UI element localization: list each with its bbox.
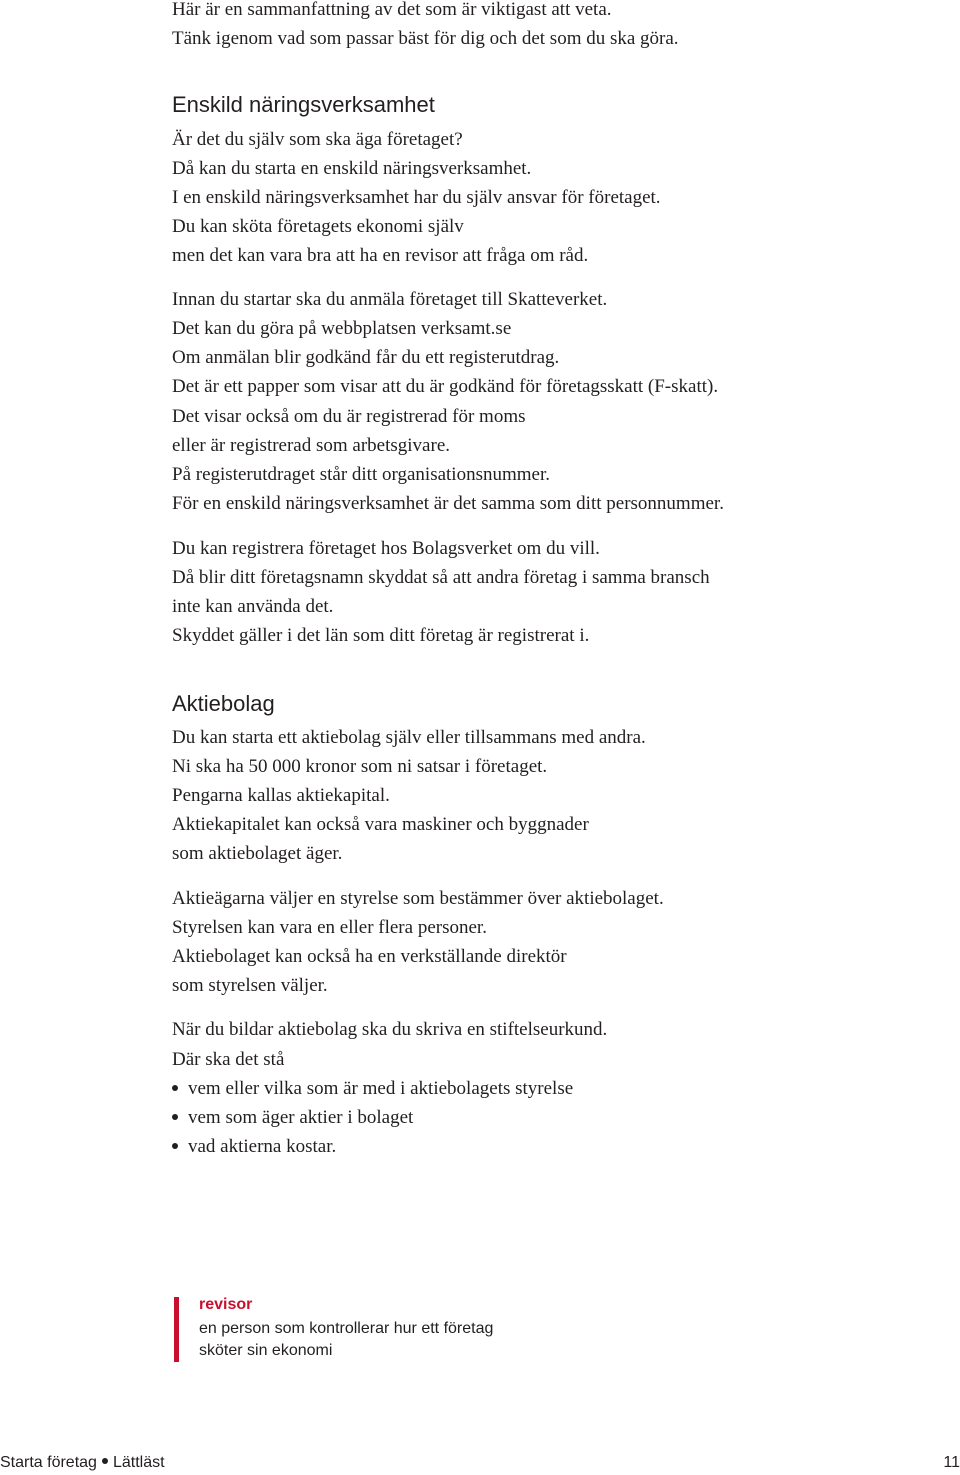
glossary-accent-bar: [174, 1297, 179, 1362]
list-item: [172, 1077, 573, 1101]
enskild-p2-line: Om anmälan blir godkänd får du ett registerutdrag.: [172, 347, 560, 368]
aktiebolag-p3-line: Där ska det stå: [172, 1049, 285, 1070]
section-heading-aktiebolag: Aktiebolag: [172, 691, 275, 716]
list-item-text: vad aktierna kostar.: [188, 1136, 337, 1157]
enskild-p1-line: I en enskild näringsverksamhet har du själv ansvar för företaget.: [172, 187, 661, 208]
enskild-p1-line: Du kan sköta företagets ekonomi själv: [172, 216, 464, 237]
enskild-p2-line: Innan du startar ska du anmäla företaget till Skatteverket.: [172, 289, 608, 310]
aktiebolag-p1-line: Pengarna kallas aktiekapital.: [172, 785, 390, 806]
aktiebolag-p1-line: Du kan starta ett aktiebolag själv eller tillsammans med andra.: [172, 727, 646, 748]
enskild-p2-line: Det visar också om du är registrerad för moms: [172, 406, 526, 427]
glossary-term: revisor: [199, 1296, 253, 1313]
aktiebolag-p1-line: Aktiekapitalet kan också vara maskiner och byggnader: [172, 814, 589, 835]
aktiebolag-p1-line: som aktiebolaget äger.: [172, 843, 343, 864]
enskild-p3-line: Du kan registrera företaget hos Bolagsverket om du vill.: [172, 538, 600, 559]
footer-separator-dot: [102, 1458, 108, 1464]
list-item-text: vem som äger aktier i bolaget: [188, 1107, 414, 1128]
aktiebolag-p2-line: Aktiebolaget kan också ha en verkställande direktör: [172, 946, 567, 967]
enskild-p2-line: Det kan du göra på webbplatsen verksamt.se: [172, 318, 512, 339]
list-item: [172, 1106, 413, 1130]
enskild-p2-line: För en enskild näringsverksamhet är det samma som ditt personnummer.: [172, 493, 724, 514]
enskild-p3-line: Skyddet gäller i det län som ditt företag är registrerat i.: [172, 625, 590, 646]
glossary-definition-line: sköter sin ekonomi: [199, 1342, 333, 1359]
enskild-p2-line: eller är registrerad som arbetsgivare.: [172, 435, 451, 456]
bullet-icon: [172, 1143, 178, 1149]
enskild-p1-line: men det kan vara bra att ha en revisor att fråga om råd.: [172, 245, 589, 266]
aktiebolag-p2-line: Styrelsen kan vara en eller flera personer.: [172, 917, 487, 938]
enskild-p1-line: Då kan du starta en enskild näringsverksamhet.: [172, 158, 532, 179]
list-item-text: vem eller vilka som är med i aktiebolagets styrelse: [188, 1078, 574, 1099]
page-number: 11: [943, 1454, 960, 1471]
enskild-p1-line: Är det du själv som ska äga företaget?: [172, 129, 463, 150]
enskild-p2-line: Det är ett papper som visar att du är godkänd för företagsskatt (F-skatt).: [172, 376, 719, 397]
intro-line-1: Här är en sammanfattning av det som är viktigast att veta.: [172, 0, 612, 20]
aktiebolag-p2-line: Aktieägarna väljer en styrelse som bestämmer över aktiebolaget.: [172, 888, 664, 909]
aktiebolag-p3-line: När du bildar aktiebolag ska du skriva en stiftelseurkund.: [172, 1019, 608, 1040]
bullet-icon: [172, 1085, 178, 1091]
enskild-p2-line: På registerutdraget står ditt organisationsnummer.: [172, 464, 550, 485]
footer-subtitle: Lättläst: [112, 1454, 165, 1471]
enskild-p3-line: Då blir ditt företagsnamn skyddat så att andra företag i samma bransch: [172, 567, 710, 588]
footer-title: [0, 1452, 165, 1474]
aktiebolag-p1-line: Ni ska ha 50 000 kronor som ni satsar i företaget.: [172, 756, 548, 777]
glossary-definition-line: en person som kontrollerar hur ett företag: [199, 1320, 494, 1337]
bullet-icon: [172, 1114, 178, 1120]
enskild-p3-line: inte kan använda det.: [172, 596, 334, 617]
aktiebolag-p2-line: som styrelsen väljer.: [172, 975, 328, 996]
intro-line-2: Tänk igenom vad som passar bäst för dig och det som du ska göra.: [172, 28, 679, 49]
footer-book-title: Starta företag: [0, 1454, 97, 1471]
section-heading-enskild: Enskild näringsverksamhet: [172, 92, 435, 117]
list-item: [172, 1135, 336, 1159]
